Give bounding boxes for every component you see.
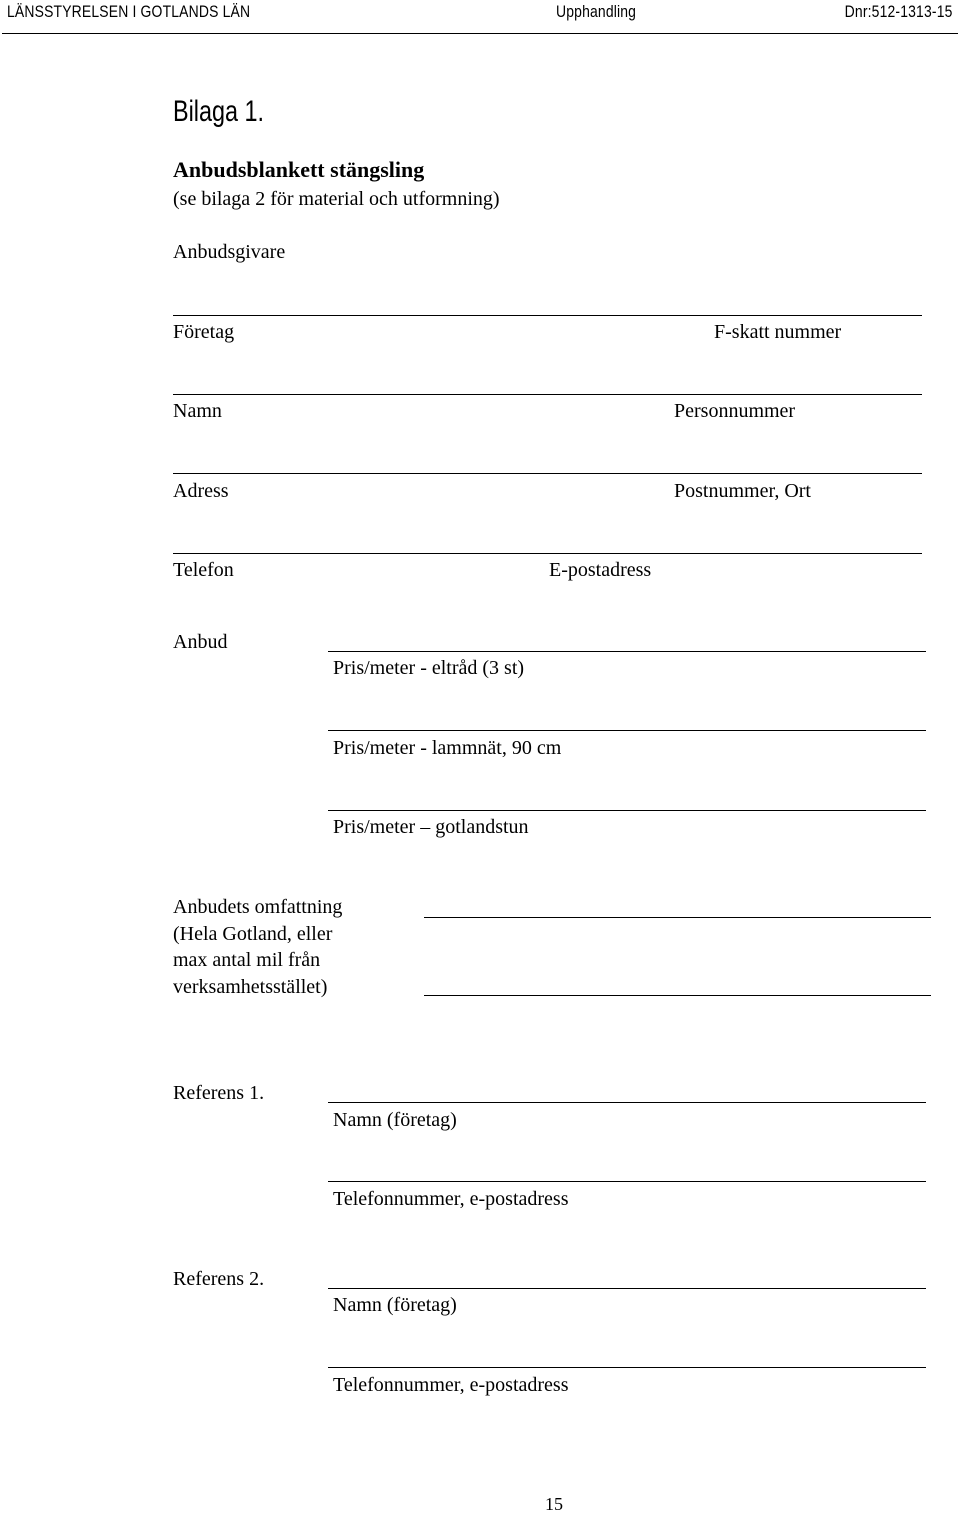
ref2-contact-line[interactable] (328, 1367, 926, 1368)
price-net-label: Pris/meter - lammnät, 90 cm (333, 737, 562, 759)
page-number: 15 (545, 1494, 563, 1514)
personal-id-label: Personnummer (674, 400, 796, 422)
ref2-name-label: Namn (företag) (333, 1294, 457, 1316)
bid-heading: Anbud (173, 631, 228, 653)
ref1-name-line[interactable] (328, 1102, 926, 1103)
company-label: Företag (173, 321, 235, 343)
header-dnr: Dnr:512-1313-15 (845, 2, 953, 21)
scope-line-3: max antal mil från (173, 949, 321, 971)
scope-label (173, 894, 342, 1000)
email-label: E-postadress (549, 559, 652, 581)
ref1-contact-label: Telefonnummer, e-postadress (333, 1188, 569, 1210)
ref1-label: Referens 1. (173, 1082, 265, 1104)
ref2-name-line[interactable] (328, 1288, 926, 1289)
ref1-contact-line[interactable] (328, 1181, 926, 1182)
form-subtitle: (se bilaga 2 för material och utformning) (173, 188, 500, 210)
scope-line-1: Anbudets omfattning (173, 896, 343, 918)
price-wire-line[interactable] (328, 651, 926, 652)
name-id-line[interactable] (173, 394, 922, 395)
scope-line-bottom[interactable] (424, 995, 931, 996)
price-net-line[interactable] (328, 730, 926, 731)
price-wire-label: Pris/meter - eltråd (3 st) (333, 657, 525, 679)
header-rule (2, 33, 958, 34)
phone-email-line[interactable] (173, 553, 922, 554)
bidder-heading: Anbudsgivare (173, 241, 286, 263)
postal-label: Postnummer, Ort (674, 480, 811, 502)
company-fskatt-line[interactable] (173, 315, 922, 316)
price-gotland-label: Pris/meter – gotlandstun (333, 816, 529, 838)
header-section: Upphandling (556, 2, 637, 21)
scope-line-2: (Hela Gotland, eller (173, 922, 333, 945)
scope-line-top[interactable] (424, 917, 931, 918)
scope-line-4: verksamhetsstället) (173, 975, 328, 998)
ref2-contact-label: Telefonnummer, e-postadress (333, 1374, 569, 1396)
phone-label: Telefon (173, 559, 234, 581)
ref1-name-label: Namn (företag) (333, 1109, 457, 1131)
address-label: Adress (173, 480, 229, 502)
ref2-label: Referens 2. (173, 1268, 265, 1290)
address-postal-line[interactable] (173, 473, 922, 474)
header-organization: LÄNSSTYRELSEN I GOTLANDS LÄN (7, 2, 251, 21)
price-gotland-line[interactable] (328, 810, 926, 811)
f-tax-label: F-skatt nummer (714, 321, 842, 343)
form-title: Anbudsblankett stängsling (173, 157, 425, 182)
name-label: Namn (173, 400, 222, 422)
appendix-label: Bilaga 1. (173, 95, 265, 128)
